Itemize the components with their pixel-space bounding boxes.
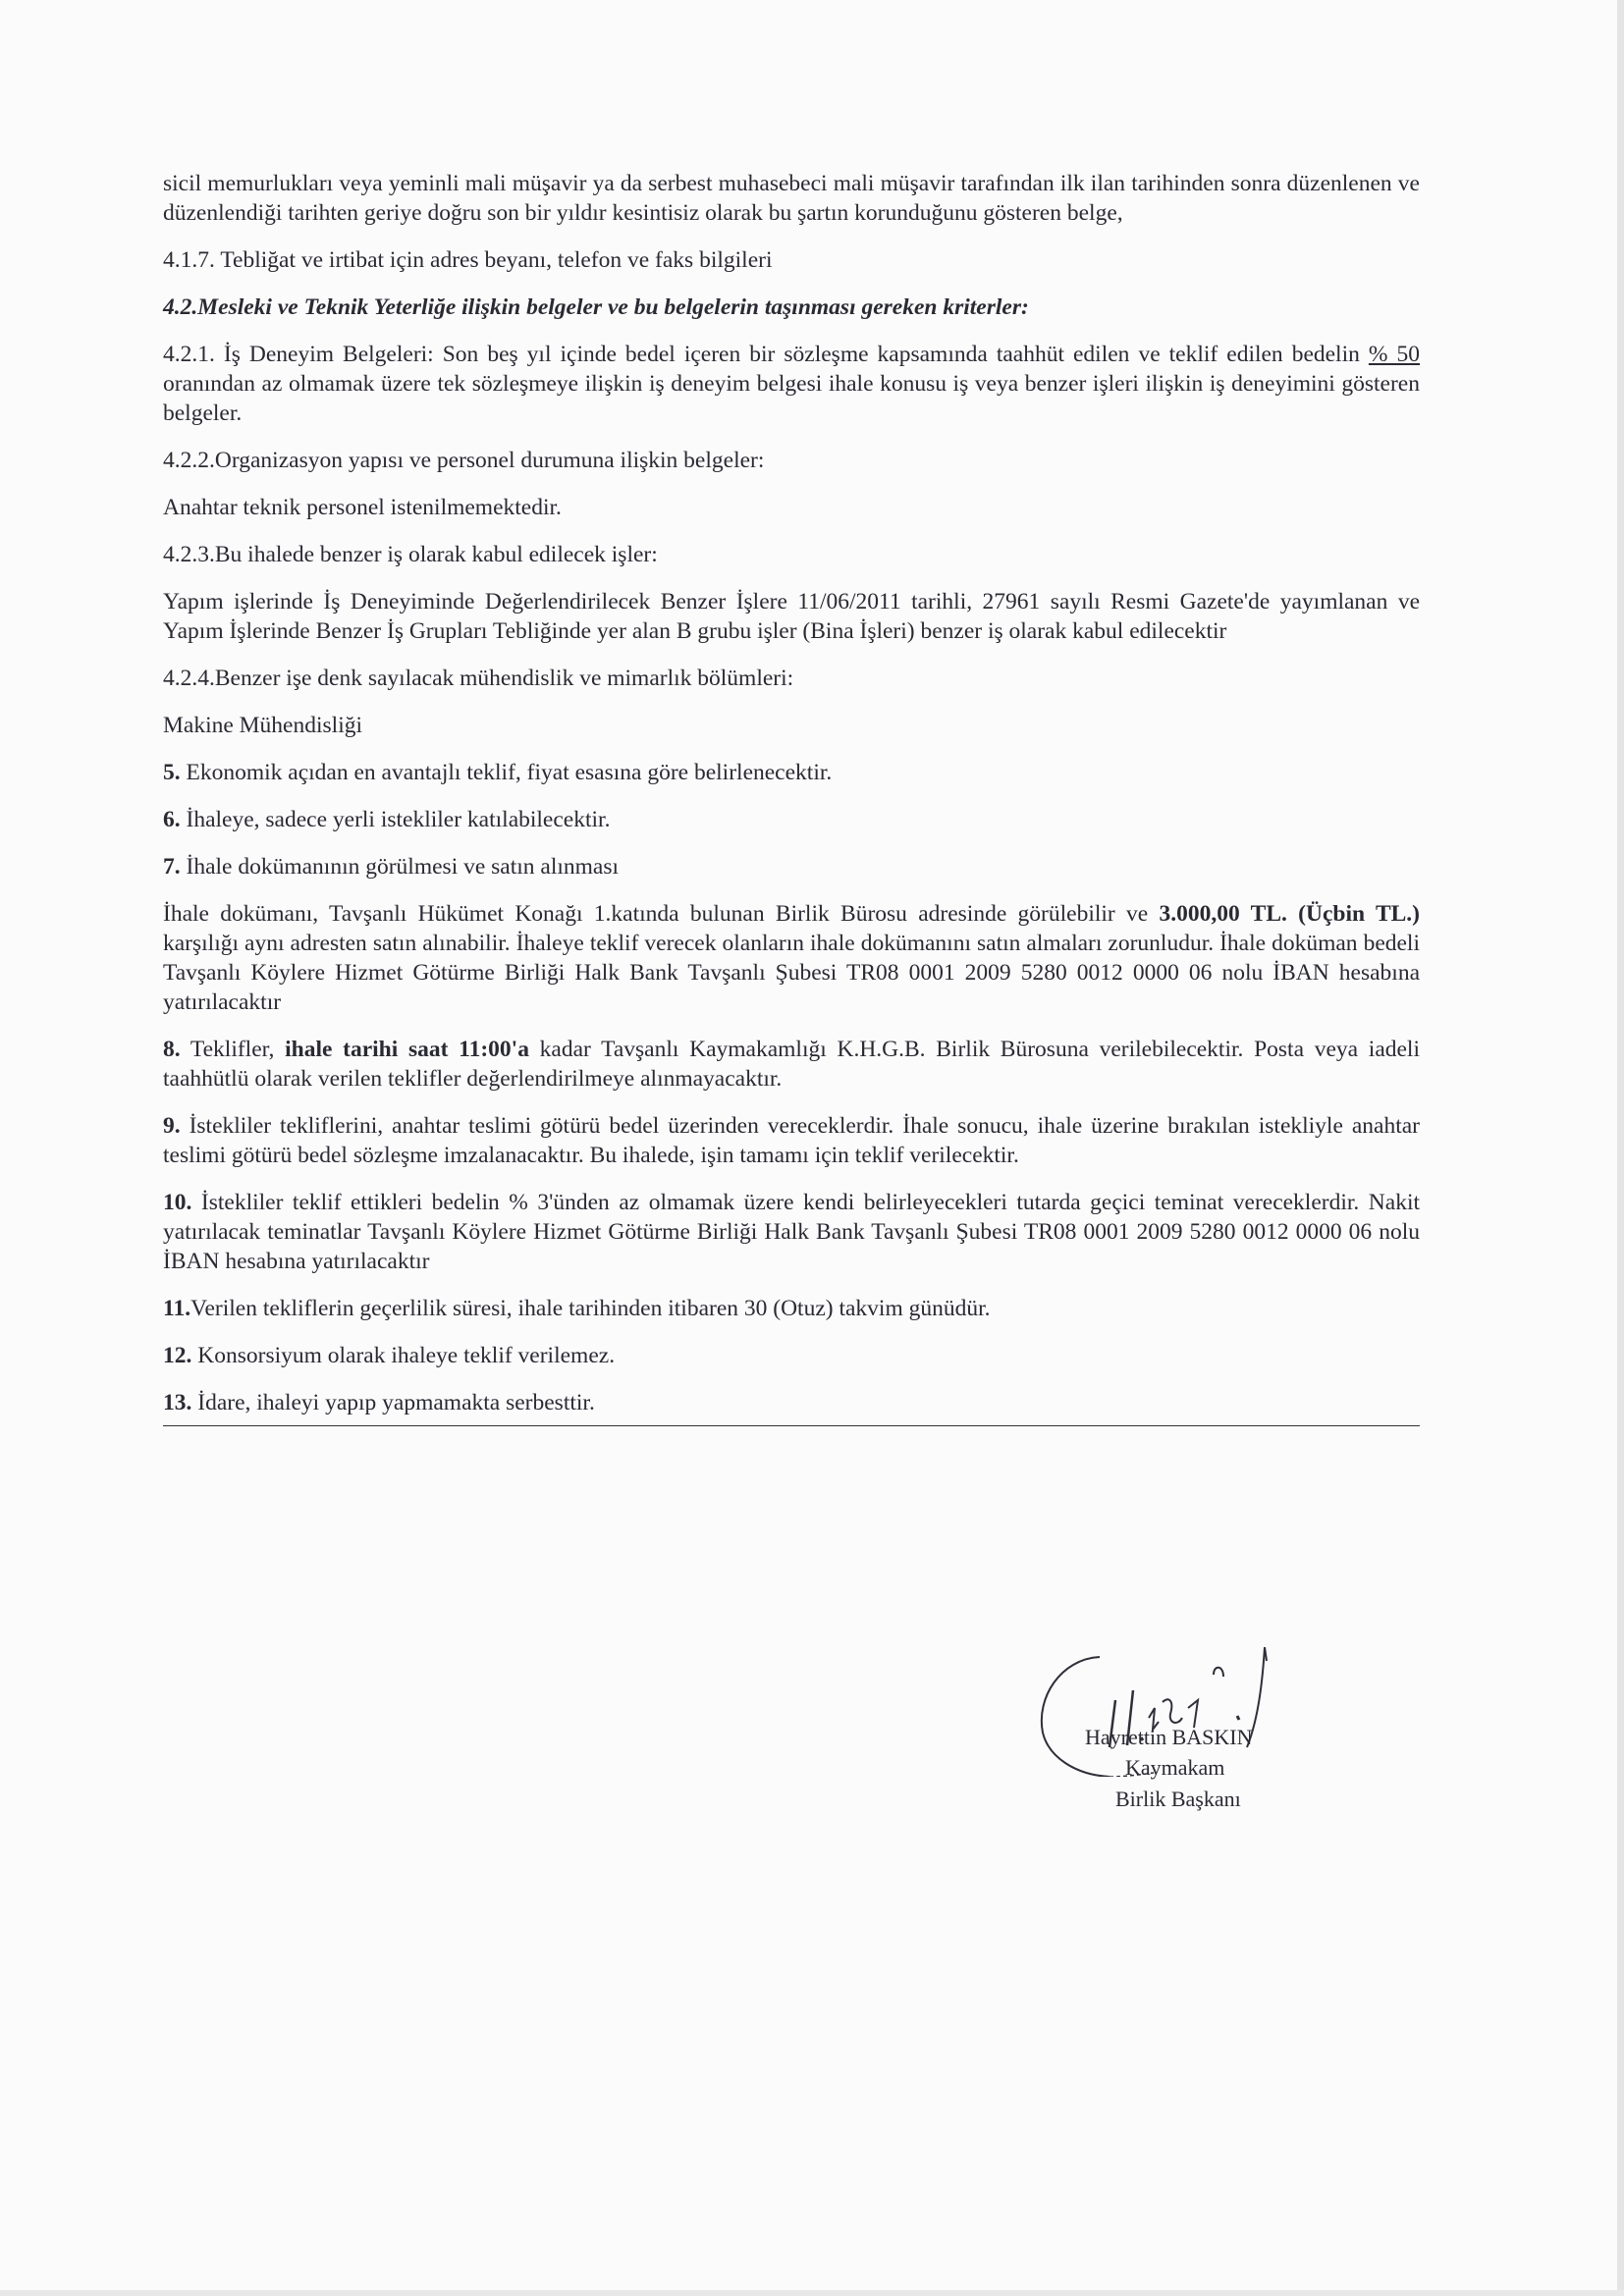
clause-5 (163, 758, 1420, 787)
clause-7-price: 3.000,00 TL. (Üçbin TL.) (1159, 901, 1420, 927)
signatory-name: Hayrettin BASKIN (1085, 1725, 1253, 1749)
clause-11-number: 11. (163, 1296, 191, 1321)
clause-4-1-7: 4.1.7. Tebliğat ve irtibat için adres beyanı, telefon ve faks bilgileri (163, 247, 773, 273)
clause-12 (163, 1341, 1420, 1370)
clause-6 (163, 805, 1420, 834)
clause-7-body-text-a: İhale dokümanı, Tavşanlı Hükümet Konağı 1.katında bulunan Birlik Bürosu adresinde görülebilir ve (163, 901, 1160, 927)
section-4-2-heading: 4.2.Mesleki ve Teknik Yeterliğe ilişkin belgeler ve bu belgelerin taşınması gereken kriterler: (163, 294, 1029, 320)
clause-12-number: 12. (163, 1343, 192, 1368)
clause-8-text-b: kadar Tavşanlı Kaymakamlığı K.H.G.B. Birlik Bürosuna verilebilecektir. Posta veya iadeli taahhütlü olarak verilen teklifler değerlendirilmeye alınmayacaktır. (163, 1037, 1420, 1092)
scan-edge-right (1617, 0, 1624, 2296)
clause-11 (163, 1294, 1420, 1323)
clause-8-deadline: ihale tarihi saat 11:00'a (285, 1037, 529, 1062)
clause-7-text: İhale dokümanının görülmesi ve satın alınması (180, 854, 620, 880)
clause-4-2-4: 4.2.4.Benzer işe denk sayılacak mühendislik ve mimarlık bölümleri: (163, 666, 794, 691)
clause-10-number: 10. (163, 1190, 192, 1215)
clause-4-2-1 (163, 340, 1420, 428)
clause-9-text: İstekliler tekliflerini, anahtar teslimi götürü bedel üzerinden vereceklerdir. İhale sonucu, ihale üzerine bırakılan istekliyle anahtar teslimi götürü bedel sözleşme imzalanacaktır. Bu ihalede, işin tamamı için teklif verilecektir. (163, 1113, 1420, 1168)
clause-6-text: İhaleye, sadece yerli istekliler katılabilecektir. (180, 807, 611, 832)
document-body (163, 169, 1420, 1444)
clause-4-2-1-text-b: oranından az olmamak üzere tek sözleşmeye ilişkin iş deneyim belgesi ihale konusu iş veya benzer işleri ilişkin iş deneyimini gösteren belgeler. (163, 371, 1420, 426)
clause-10-text: İstekliler teklif ettikleri bedelin % 3'ünden az olmamak üzere kendi belirleyecekleri tutarda geçici teminat vereceklerdir. Nakit yatırılacak teminatlar Tavşanlı Köylere Hizmet Götürme Birliği Halk Bank Tavşanlı Şubesi TR08 0001 2009 5280 0012 0000 06 nolu İBAN hesabına yatırılacaktır (163, 1190, 1420, 1274)
clause-4-2-2-body: Anahtar teknik personel istenilmemektedir. (163, 495, 562, 520)
clause-4-2-3: 4.2.3.Bu ihalede benzer iş olarak kabul edilecek işler: (163, 542, 658, 567)
signature-block (1031, 1639, 1355, 1836)
clause-8 (163, 1035, 1420, 1094)
clause-4-2-1-text-a: 4.2.1. İş Deneyim Belgeleri: Son beş yıl içinde bedel içeren bir sözleşme kapsamında taahhüt edilen ve teklif edilen bedelin (163, 342, 1369, 367)
clause-5-number: 5. (163, 760, 181, 785)
clause-7-number: 7. (163, 854, 181, 880)
clause-7-body (163, 899, 1420, 1017)
clause-7 (163, 852, 1420, 881)
scan-edge-bottom (0, 2290, 1624, 2296)
clause-13 (163, 1388, 1420, 1426)
clause-6-number: 6. (163, 807, 181, 832)
clause-8-text-a: Teklifler, (180, 1037, 286, 1062)
clause-8-number: 8. (163, 1037, 181, 1062)
signatory-title: Kaymakam (1125, 1755, 1225, 1780)
clause-4-2-3-body: Yapım işlerinde İş Deneyiminde Değerlendirilecek Benzer İşlere 11/06/2011 tarihli, 27961 sayılı Resmi Gazete'de yayımlanan ve Yapım İşlerinde Benzer İş Grupları Tebliğinde yer alan B grubu işler (Bina İşleri) benzer iş olarak kabul edilecektir (163, 589, 1420, 644)
clause-12-text: Konsorsiyum olarak ihaleye teklif verilemez. (191, 1343, 616, 1368)
signatory-organization: Birlik Başkanı (1115, 1787, 1241, 1811)
clause-9-number: 9. (163, 1113, 181, 1139)
clause-4-2-1-percent: % 50 (1368, 342, 1421, 367)
clause-4-2-4-body: Makine Mühendisliği (163, 713, 362, 738)
paragraph-continuation: sicil memurlukları veya yeminli mali müşavir ya da serbest muhasebeci mali müşavir tarafından ilk ilan tarihinden sonra düzenlenen ve düzenlendiği tarihten geriye doğru son bir yıldır kesintisiz olarak bu şartın korunduğunu gösteren belge, (163, 171, 1420, 226)
clause-11-text: Verilen tekliflerin geçerlilik süresi, ihale tarihinden itibaren 30 (Otuz) takvim günüdür. (190, 1296, 991, 1321)
clause-13-number: 13. (163, 1390, 192, 1415)
clause-13-text: İdare, ihaleyi yapıp yapmamakta serbesttir. (191, 1390, 595, 1415)
clause-9 (163, 1111, 1420, 1170)
clause-10 (163, 1188, 1420, 1276)
clause-4-2-2: 4.2.2.Organizasyon yapısı ve personel durumuna ilişkin belgeler: (163, 448, 765, 473)
clause-7-body-text-b: karşılığı aynı adresten satın alınabilir. İhaleye teklif verecek olanların ihale dokümanını satın almaları zorunludur. İhale doküman bedeli Tavşanlı Köylere Hizmet Götürme Birliği Halk Bank Tavşanlı Şubesi TR08 0001 2009 5280 0012 0000 06 nolu İBAN hesabına yatırılacaktır (163, 931, 1420, 1015)
clause-5-text: Ekonomik açıdan en avantajlı teklif, fiyat esasına göre belirlenecektir. (180, 760, 833, 785)
